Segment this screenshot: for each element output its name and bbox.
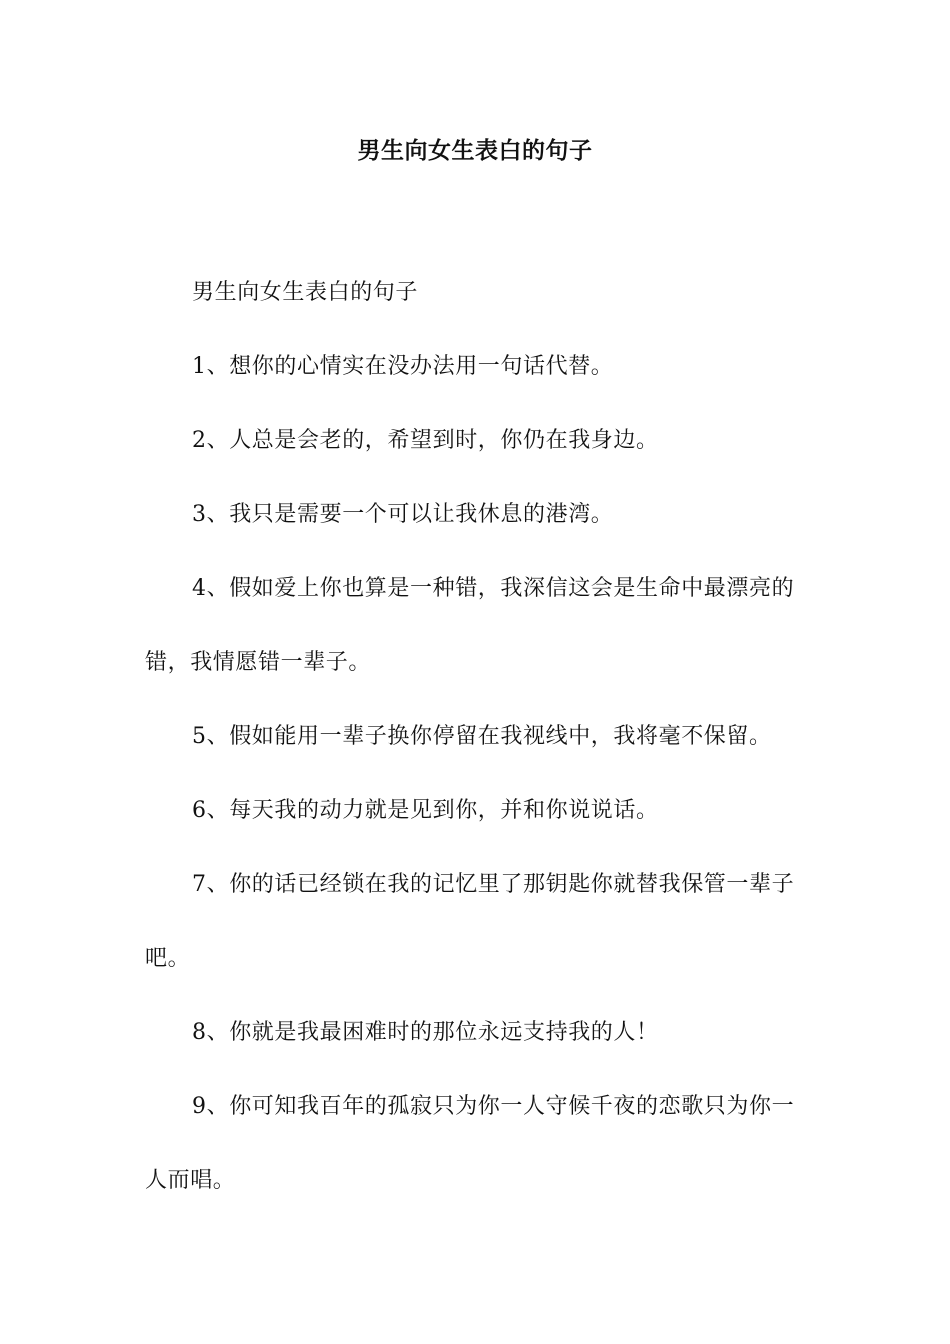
- paragraph-item-5: 5、假如能用一辈子换你停留在我视线中，我将毫不保留。: [192, 724, 772, 749]
- paragraph-item-7: 7、你的话已经锁在我的记忆里了那钥匙你就替我保管一辈子吧。: [145, 872, 795, 971]
- paragraph-item-9: 9、你可知我百年的孤寂只为你一人守候千夜的恋歌只为你一人而唱。: [145, 1094, 795, 1193]
- paragraph-item-1: 1、想你的心情实在没办法用一句话代替。: [192, 354, 614, 379]
- paragraph-item-3: 3、我只是需要一个可以让我休息的港湾。: [192, 502, 614, 527]
- paragraph-item-8: 8、你就是我最困难时的那位永远支持我的人！: [192, 1020, 659, 1045]
- paragraph-item-4: 4、假如爱上你也算是一种错，我深信这会是生命中最漂亮的错，我情愿错一辈子。: [145, 576, 795, 675]
- paragraph-item-2: 2、人总是会老的，希望到时，你仍在我身边。: [192, 428, 659, 453]
- paragraph-item-6: 6、每天我的动力就是见到你，并和你说说话。: [192, 798, 659, 823]
- paragraph-subtitle: 男生向女生表白的句子: [192, 280, 419, 305]
- document-title: 男生向女生表白的句子: [357, 138, 593, 164]
- document-body: [145, 256, 813, 1218]
